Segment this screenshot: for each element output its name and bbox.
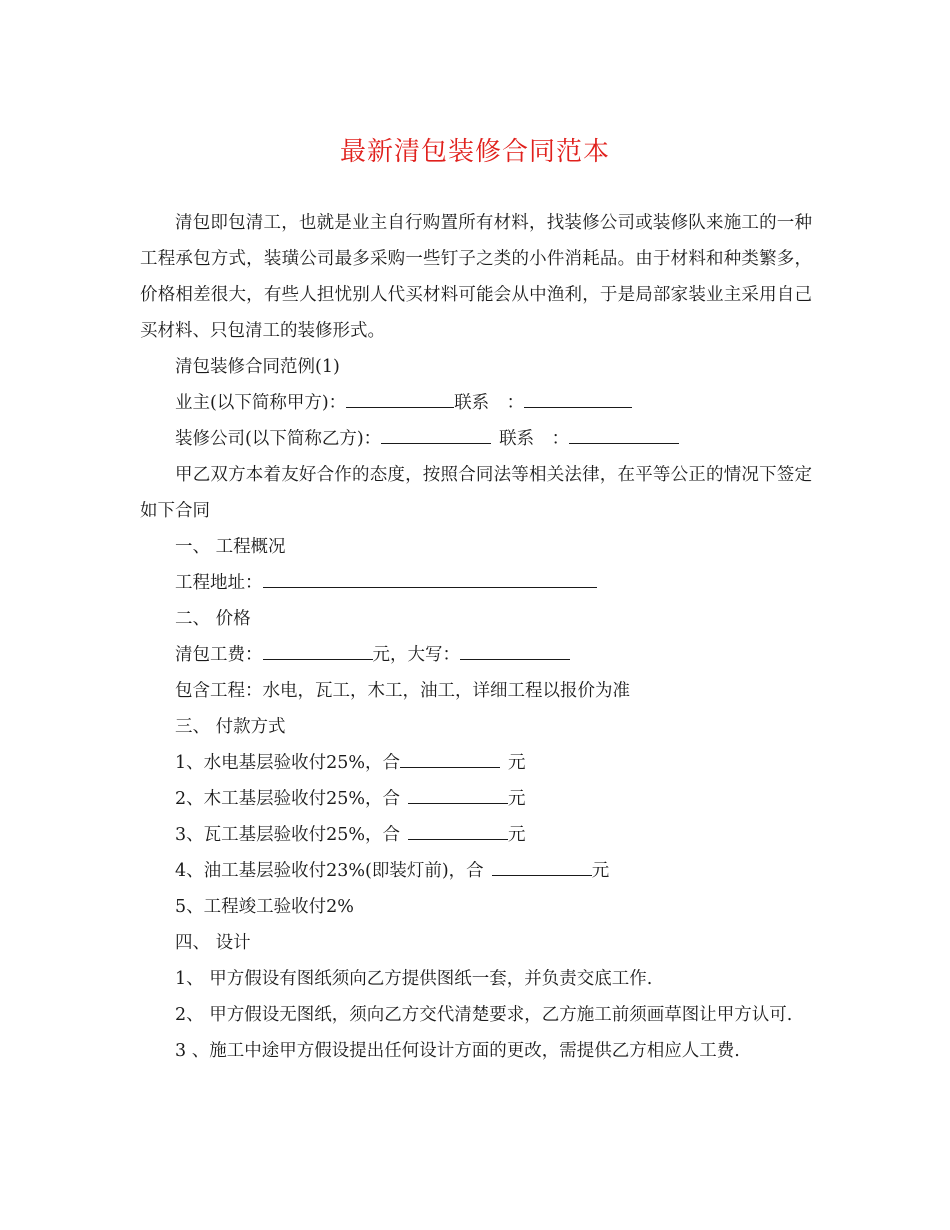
payment-1-blank [400,749,500,768]
owner-contact-blank [524,389,632,408]
company-contact-blank [569,425,679,444]
payment-5: 5、工程竣工验收付2% [175,897,354,917]
payment-1-text: 1、水电基层验收付25%，合 [175,753,401,773]
design-3: 3 、施工中途甲方假设提出任何设计方面的更改，需提供乙方相应人工费. [175,1041,740,1061]
contract-body [140,205,812,1069]
payment-3-blank [408,821,508,840]
payment-4-unit: 元 [591,861,610,881]
payment-4 [140,853,812,889]
section-4-title: 四、 设计 [175,933,251,953]
owner-name-blank [346,389,454,408]
payment-4-text: 4、油工基层验收付23%(即装灯前)，合 [175,861,484,881]
payment-2-unit: 元 [508,789,526,809]
company-line [140,421,812,457]
agreement-paragraph: 甲乙双方本着友好合作的态度，按照合同法等相关法律，在平等公正的情况下签定如下合同 [140,465,812,521]
fee-unit: 元，大写： [372,645,460,665]
payment-3-unit: 元 [508,825,526,845]
fee-label: 清包工费： [175,645,263,665]
address-blank [263,569,597,588]
design-2: 2、 甲方假设无图纸，须向乙方交代清楚要求，乙方施工前须画草图让甲方认可. [175,1005,793,1025]
address-label: 工程地址： [175,573,263,593]
payment-3 [140,817,812,853]
included-works: 包含工程：水电，瓦工，木工，油工，详细工程以报价为准 [175,681,630,701]
section-3-title: 三、 付款方式 [175,717,286,737]
payment-3-text: 3、瓦工基层验收付25%，合 [175,825,401,845]
section-2-title: 二、 价格 [175,609,251,629]
payment-2-text: 2、木工基层验收付25%，合 [175,789,401,809]
payment-4-blank [492,857,592,876]
payment-2 [140,781,812,817]
address-line [140,565,812,601]
owner-contact-label: 联系 ： [454,393,525,413]
fee-line [140,637,812,673]
company-label: 装修公司(以下简称乙方)： [175,429,382,449]
fee-words-blank [460,641,570,660]
company-contact-label: 联系 ： [499,429,570,449]
payment-1-unit: 元 [508,753,526,773]
owner-line [140,385,812,421]
payment-2-blank [408,785,508,804]
example-title: 清包装修合同范例(1) [175,357,340,377]
owner-label: 业主(以下简称甲方)： [175,393,347,413]
company-name-blank [381,425,491,444]
page-title: 最新清包装修合同范本 [339,137,610,167]
design-1: 1、 甲方假设有图纸须向乙方提供图纸一套，并负责交底工作. [175,969,653,989]
section-1-title: 一、 工程概况 [175,537,286,557]
fee-amount-blank [263,641,373,660]
intro-paragraph: 清包即包清工，也就是业主自行购置所有材料，找装修公司或装修队来施工的一种工程承包方式，装璜公司最多采购一些钉子之类的小件消耗品。由于材料和种类繁多，价格相差很大，有些人担忧别人代买材料可能会从中渔利，于是局部家装业主采用自己买材料、只包清工的装修形式。 [140,213,812,341]
payment-1 [140,745,812,781]
